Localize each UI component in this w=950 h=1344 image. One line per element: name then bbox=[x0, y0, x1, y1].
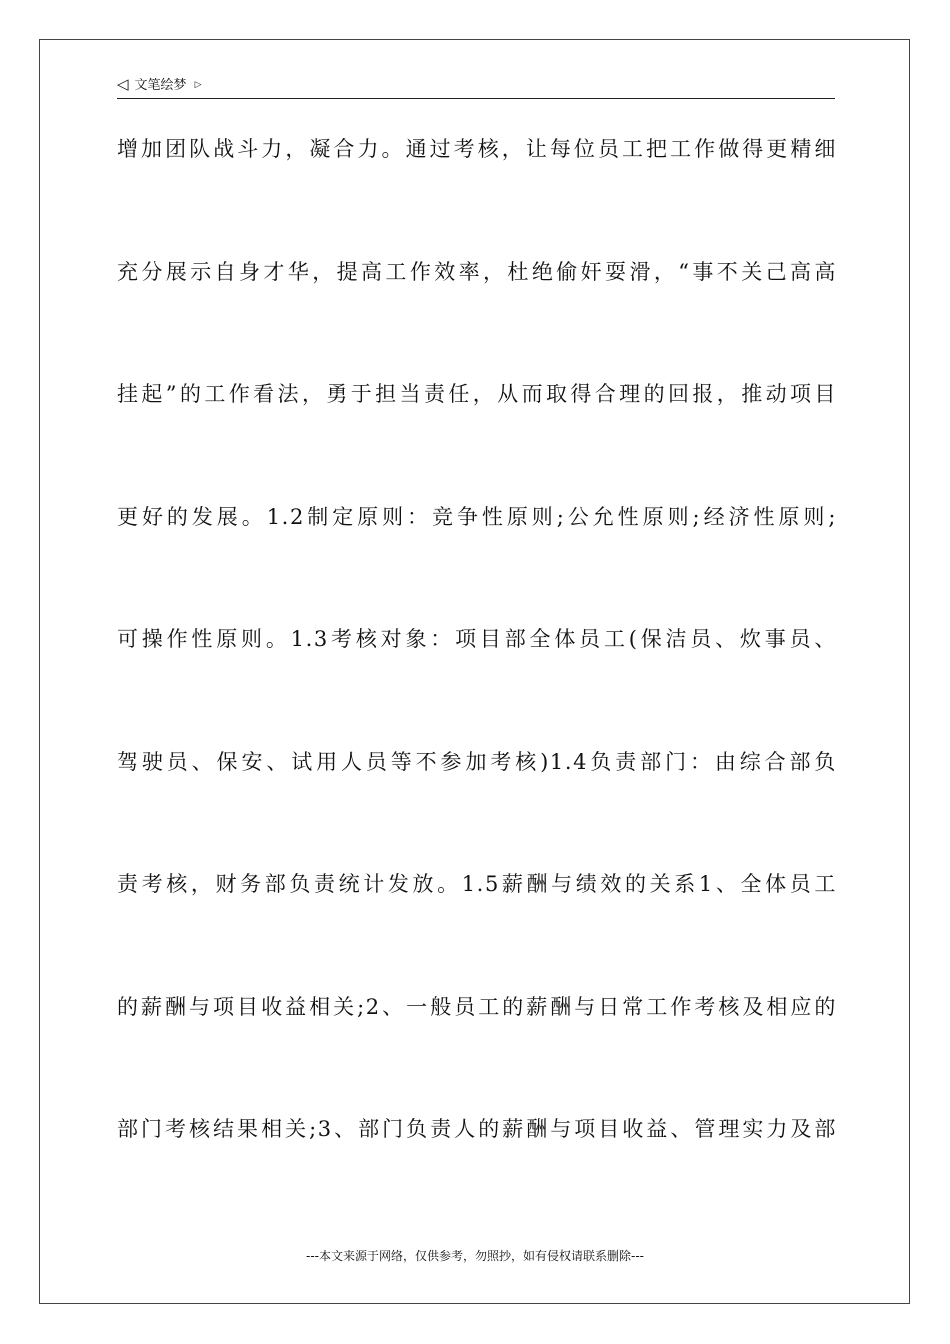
body-line: 的薪酬与项目收益相关;2、一般员工的薪酬与日常工作考核及相应的 bbox=[117, 994, 837, 1019]
body-line: 更好的发展。1.2制定原则：竞争性原则;公允性原则;经济性原则; bbox=[117, 504, 837, 529]
right-triangle-icon: ▷ bbox=[194, 80, 202, 90]
body-line: 挂起”的工作看法，勇于担当责任，从而取得合理的回报，推动项目 bbox=[117, 382, 837, 406]
body-line: 充分展示自身才华，提高工作效率，杜绝偷奸耍滑，“事不关己高高 bbox=[117, 259, 837, 284]
page-header bbox=[117, 72, 835, 99]
body-line: 驾驶员、保安、试用人员等不参加考核)1.4负责部门：由综合部负 bbox=[117, 749, 837, 774]
footer-notice: ---本文来源于网络，仅供参考，勿照抄，如有侵权请联系删除--- bbox=[306, 1249, 644, 1263]
body-line: 增加团队战斗力，凝合力。通过考核，让每位员工把工作做得更精细 bbox=[117, 137, 837, 161]
body-line: 可操作性原则。1.3考核对象：项目部全体员工(保洁员、炊事员、 bbox=[117, 627, 837, 651]
body-line: 部门考核结果相关;3、部门负责人的薪酬与项目收益、管理实力及部 bbox=[117, 1117, 837, 1141]
body-text bbox=[117, 130, 837, 1233]
left-triangle-icon: ◁ bbox=[117, 75, 129, 93]
header-title: 文笔绘梦 bbox=[134, 78, 187, 93]
body-line: 责考核，财务部负责统计发放。1.5薪酬与绩效的关系1、全体员工 bbox=[117, 872, 837, 896]
